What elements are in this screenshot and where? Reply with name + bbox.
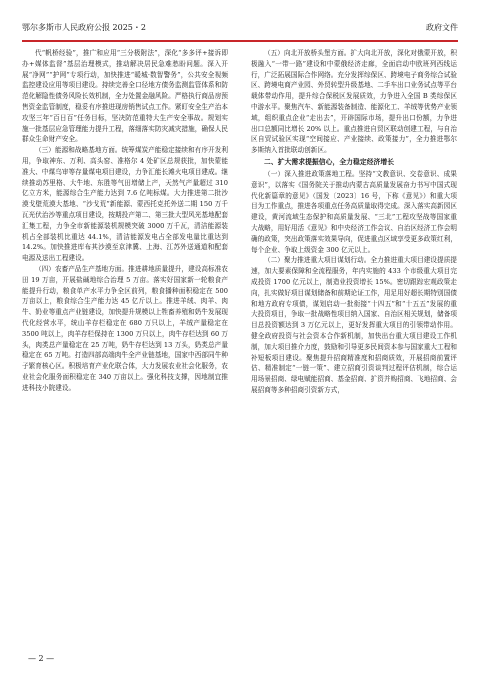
paragraph: （一）深入推进政策落地工程。坚持“文教意识、交卷意识、成果意识”，以落实《国务院关于推动内蒙古高质量发展奋力书写中国式现代化新篇章的意见》（国发〔2023〕16 号，下称《意见》）和重大项目为工作重点，推进各项重点任务高质量取得完成。深入落实高新园区建设，黄河流域生态保护和高质量发展、“三北”工程攻坚战等国家重大战略，用好用活《意见》和中央经济工作会议、自治区经济工作会明确的政策，突出政策落实效果导向，促进重点区域享受更多政策红利，每个企业、争取上级资金 300 亿元以上。 [251, 169, 457, 254]
header-divider [22, 40, 458, 42]
page-header [22, 22, 458, 36]
paragraph: （二）聚力推进重大项目谋划行动。全力推进重大项目建设提质提速，加大要素保障和全流程服务，年内实施的 433 个市级重大项目完成投资 1700 亿元以上，制造业投资增长 15%。密切跟踪宏观政策走向，扎实做好项目谋划储备和前期论证工作，用足用好超长期特别国债和地方政府专项债，谋划启动一批衔接“十四五”和“十五五”发展的重大投资项目，争取一批战略性项目纳入国家、自治区相关规划，储备项目总投资额达到 3 万亿元以上，更好发挥重大项目的引领带动作用。健全政府投资与社会资本合作新机制，加快出台重大项目建设工作机制，加大项目推介力度，鼓励和引导更多民间资本参与国家重大工程和补短板项目建设。聚焦提升招商精准度和招商质效，开展招商前置评估、精准制定“一链一策”、建立招商引资谈判过程评估机制，综合运用场景招商、绿电赋能招商、基金招商、扩资并购招商、飞地招商、会展招商等多种招商引资新方式， [251, 256, 457, 394]
paragraph: （五）向北开放桥头堡方面。扩大向北开放，深化对俄蒙开放，积极融入“一带一路”建设和中蒙俄经济走廊，全面启动中欧班列西线运行，广泛拓展国际合作网络。充分发挥综保区、跨境电子商务综合试验区、跨境电商产业园、外贸转型升级基地、二手车出口业务试点等平台载体带动作用，提升综合保税区发展质效，力争进入全国 B 类综保区中游水平。聚焦汽车、新能源装备制造、能源化工、羊绒等优势产业领域，组织重点企业“走出去”，开辟国际市场，提升出口份额，力争进出口总额同比增长 20% 以上。重点推进自贸区联动创建工程，与自治区自贸试验区实现“空间接应、产业接续、政策接力”，全力推进鄂尔多斯纳入首批联动创新区。 [251, 49, 457, 155]
paragraph: （三）能源和战略基地方面。统筹煤炭产能稳定接续和有序开发利用，争取神东、万利、高头窑、准格尔 4 处矿区总规获批，加快蒙能准大、中煤乌审等存量煤电项目建设，力争汇能长滩火电项目建成。继续推动苏里格、大牛地、东胜等气田增储上产，天然气产量超过 310 亿立方米，能源综合生产能力达到 7.6 亿吨标煤。大力推进第二批沙漠戈壁荒漠大基地、“沙戈荒”新能源、蒙西托克托外送二期 150 万千瓦光伏治沙等重点项目建设，按期投产第二、第三批大型风光基地配套汇集工程，力争全市新能源装机规模突破 3000 万千瓦，清洁能源装机占全部装机比重达 44.1%，清洁能源发电占全部发电量比重达到 14.2%。加快推进库布其沙漠至京津冀、上海、江苏外送通道和配套电源及送出工程建设。 [22, 146, 228, 263]
section-label: 政府文件 [426, 23, 458, 32]
right-column [251, 48, 457, 633]
left-column [22, 48, 228, 633]
page-number: — 2 — [28, 654, 55, 663]
section-heading: 二、扩大需求提振信心，全力稳定经济增长 [264, 157, 395, 166]
publication-title: 鄂尔多斯市人民政府公报 2025・2 [22, 23, 146, 32]
paragraph: 代“帆桥经验”，推广和应用“三分极附法”，深化“多多评+接诉即办+媒体监督”基层治理模式，推动解决居民急难愁盼问题。深入开展“净网”“护网”专项行动，加快推进“暖城·数智警务”，公共安全视频监控建设应用等项目建设。持续完善全口径地方债务监测监管体系和防范化解隐性债务风险长效机制，全力处置金融风险。严格执行商品房预售资金监管制度，稳妥有序推进现房销售试点工作。紧盯安全生产治本攻坚三年“百日百”任务目标，坚决防范重特大生产安全事故。规划实施一批基层应急管理能力提升工程，落细落实防灾减灾措施，确保人民群众生命财产安全。 [22, 49, 228, 144]
paragraph: （四）农畜产品生产基地方面。推进耕地质量提升，建设高标准农田 19 万亩，开展盐碱地综合治理 5 万亩。落实好国家新一轮粮食产能提升行动，粮食单产水平力争全区前列，粮食播种面积稳定在 500 万亩以上，粮食综合生产能力达 45 亿斤以上。推进羊绒、肉羊、肉牛、奶业等重点产业链建设，加快提升规模以上牲畜养殖和奶牛发展现代化经营水平，统山羊存栏稳定在 680 万只以上，羊绒产量稳定在 3500 吨以上，肉羊存栏保持在 1300 万只以上，肉牛存栏达到 60 万头，肉类总产量稳定在 25 万吨，奶牛存栏达到 13 万头，奶类总产量稳定在 65 万吨。打造四部高端肉牛全产业链基地，国家中西部同牛种子繁育核心区。积极培育产业化联合体，大力发展农业社会化服务，农业社会化服务面积稳定在 340 万亩以上。强化科技支撑，因地制宜推进科技小院建设。 [22, 264, 228, 392]
